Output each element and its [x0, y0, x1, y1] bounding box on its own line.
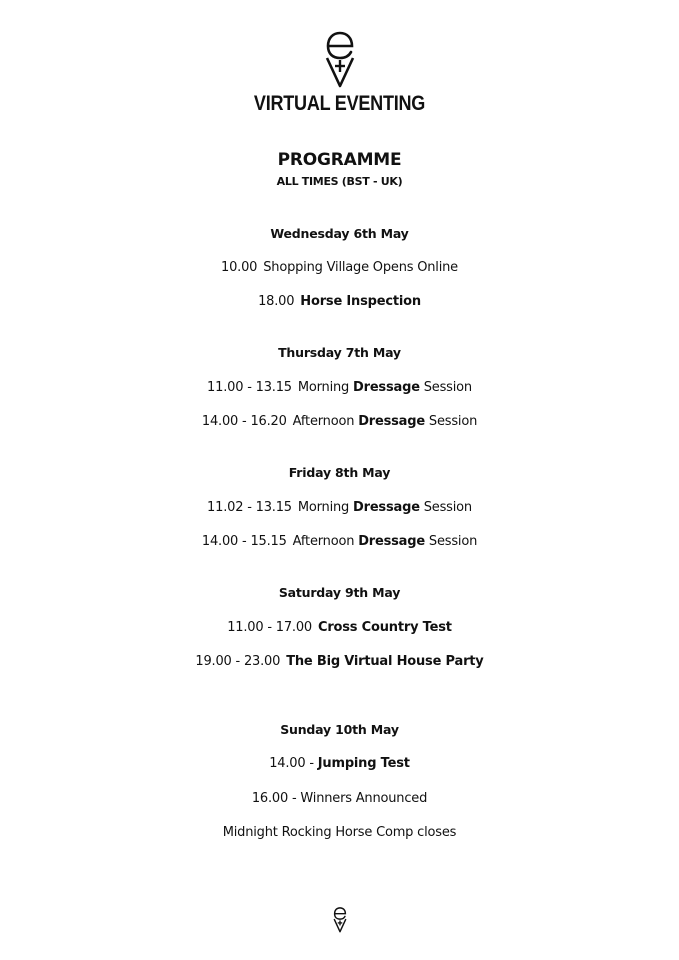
item-time: 14.00 - 16.20 [201, 414, 287, 429]
day-heading: Friday 8th May [288, 465, 391, 480]
item-time: 16.00 - [251, 791, 297, 806]
item-time: 14.00 - 15.15 [201, 534, 287, 549]
item-event: Dressage [358, 534, 425, 549]
item-time: 19.00 - 23.00 [195, 654, 281, 669]
item-text: Afternoon [292, 414, 359, 429]
page-title: PROGRAMME [277, 150, 402, 170]
schedule-item [0, 620, 679, 635]
item-event: Horse Inspection [300, 294, 421, 309]
item-time: 11.02 - 13.15 [207, 500, 292, 515]
schedule-item [0, 654, 679, 669]
schedule-item [0, 534, 679, 549]
item-time: 11.00 - 13.15 [207, 380, 292, 395]
page-subtitle: ALL TIMES (BST - UK) [276, 175, 403, 188]
item-text: Morning [297, 380, 354, 395]
item-text: Session [424, 414, 478, 429]
item-time: 14.00 - [269, 756, 314, 771]
ve-cone-logo-icon [320, 30, 360, 90]
schedule-item [0, 825, 679, 840]
schedule-item [0, 380, 679, 395]
item-text: Session [424, 534, 478, 549]
schedule-item [0, 756, 679, 771]
schedule-item [0, 414, 679, 429]
item-text: Session [419, 380, 472, 395]
day-heading: Thursday 7th May [278, 345, 401, 360]
day-heading: Saturday 9th May [278, 585, 401, 600]
brand-name: VIRTUAL EVENTING [253, 92, 426, 115]
item-event: Dressage [353, 380, 420, 395]
schedule-item [0, 791, 679, 806]
schedule-item [0, 294, 679, 309]
schedule-item [0, 500, 679, 515]
day-heading: Wednesday 6th May [270, 226, 409, 241]
item-time: 10.00 [221, 260, 258, 275]
item-event: Dressage [358, 414, 425, 429]
item-event: Jumping Test [317, 756, 410, 771]
day-heading: Sunday 10th May [280, 722, 399, 737]
item-time: 11.00 - 17.00 [227, 620, 312, 635]
ve-cone-logo-small-icon [331, 906, 349, 934]
item-text: Morning [297, 500, 354, 515]
schedule-item [0, 260, 679, 275]
item-time: 18.00 [258, 294, 295, 309]
item-text: Midnight Rocking Horse Comp closes [222, 825, 457, 840]
item-event: Dressage [353, 500, 420, 515]
item-text: Shopping Village Opens Online [263, 260, 458, 275]
item-event: The Big Virtual House Party [286, 654, 484, 669]
item-text: Session [419, 500, 472, 515]
item-event: Cross Country Test [317, 620, 452, 635]
item-text: Afternoon [292, 534, 359, 549]
item-text: Winners Announced [300, 791, 428, 806]
